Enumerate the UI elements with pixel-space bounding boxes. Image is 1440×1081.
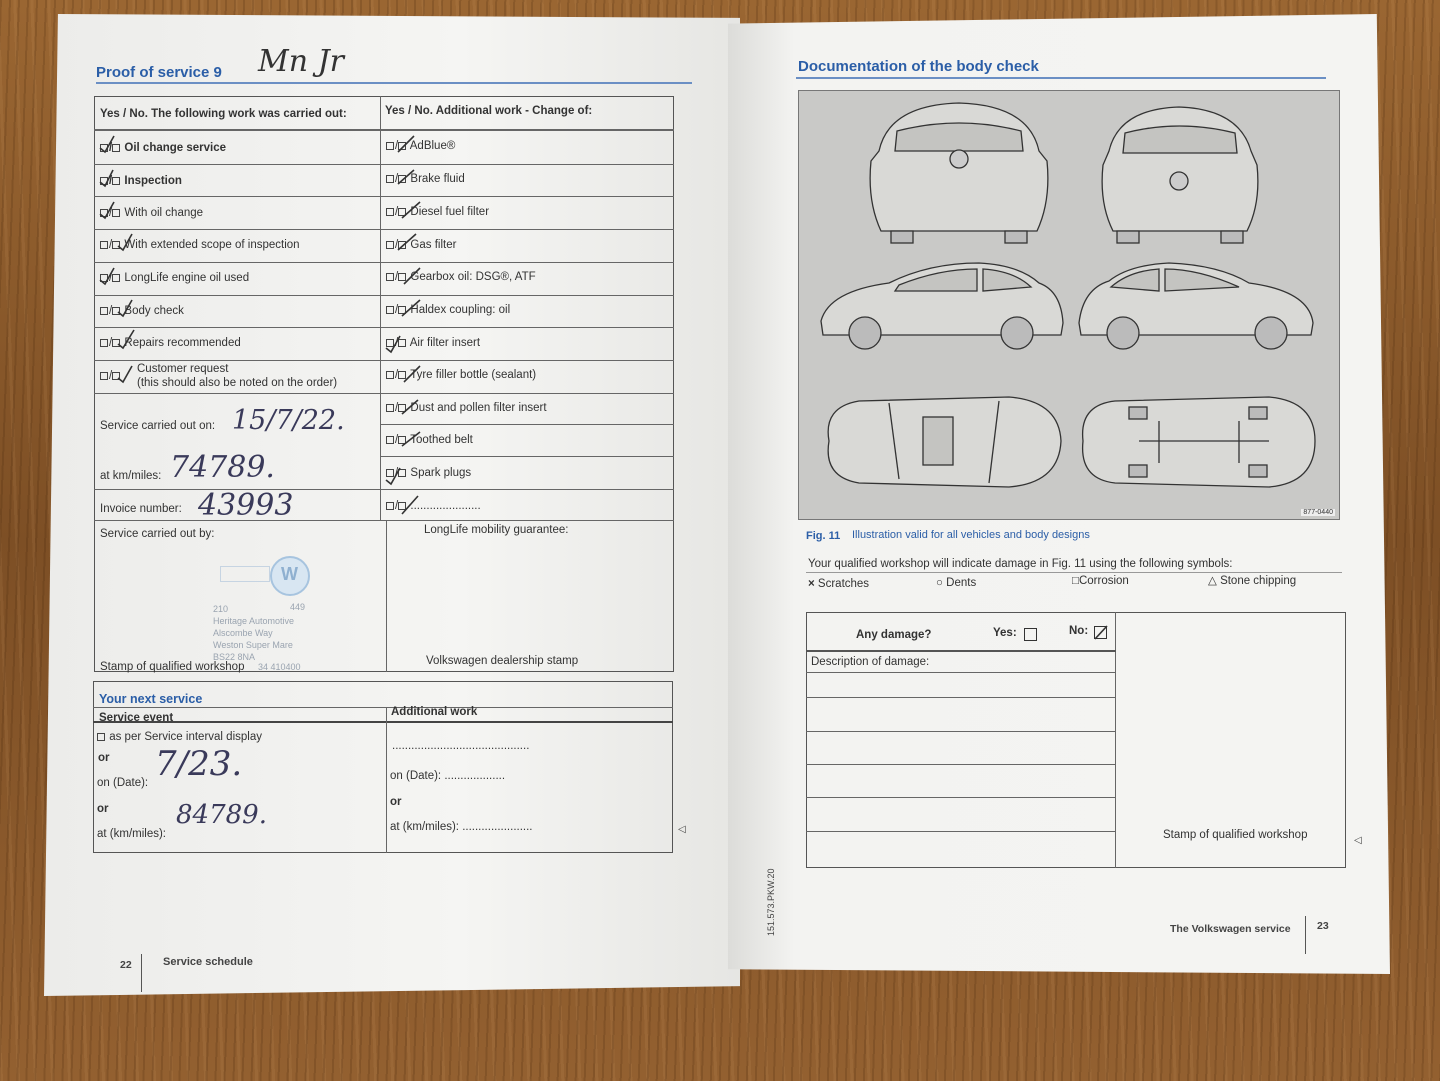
symbol-dents: ○ Dents [936, 577, 977, 589]
description-label: Description of damage: [811, 656, 930, 668]
next-km-label: at (km/miles): [97, 828, 166, 840]
longlife-label: LongLife mobility guarantee: [424, 524, 569, 536]
next-service-title: Your next service [99, 692, 203, 706]
title-rule-right [796, 77, 1326, 79]
customer-request-label: Customer request [137, 363, 229, 375]
item-tyre-filler: / Tyre filler bottle (sealant) [386, 369, 536, 381]
any-damage-label: Any damage? [856, 629, 932, 641]
continue-arrow-icon: ◁ [678, 824, 686, 835]
fig-caption: Illustration valid for all vehicles and body designs [852, 529, 1090, 541]
footer-left: Service schedule [163, 956, 253, 968]
additional-dots: ........................................... [392, 740, 530, 752]
page-number-right: 23 [1317, 920, 1329, 932]
item-brake-fluid: / Brake fluid [386, 173, 465, 185]
handwritten-ticks-left [96, 130, 396, 390]
handwritten-ticks-right [384, 130, 444, 520]
symbol-corrosion: □Corrosion [1072, 575, 1129, 587]
item-other: / ...................... [386, 500, 481, 512]
stamp-line-6: BS22 8NA [213, 652, 256, 662]
next-date-value: 7/23. [155, 744, 243, 784]
item-air-filter: / Air filter insert [386, 337, 480, 349]
footer-right: The Volkswagen service [1170, 923, 1291, 935]
damage-yes-label: Yes: [993, 627, 1017, 639]
carried-by-label: Service carried out by: [100, 528, 215, 540]
item-customer-request: / [100, 370, 121, 382]
km-value: 74789. [170, 450, 275, 485]
item-with-oil-change: / With oil change [100, 207, 203, 219]
item-gas-filter: / Gas filter [386, 239, 456, 251]
item-spark-plugs: / Spark plugs [386, 467, 471, 479]
item-toothed-belt: / Toothed belt [386, 434, 473, 446]
invoice-label: Invoice number: [100, 503, 182, 515]
continue-arrow-icon-right: ◁ [1354, 835, 1362, 846]
title-rule [96, 82, 692, 84]
fig-code: 877-0440 [1303, 509, 1333, 516]
page-number-left: 22 [120, 959, 132, 971]
km-label: at km/miles: [100, 470, 162, 482]
next-km-value: 84789. [176, 800, 267, 830]
additional-or: or [390, 796, 402, 808]
stamp-line-4: Alscombe Way [213, 628, 273, 638]
next-or-1: or [98, 752, 110, 764]
damage-no-checkbox[interactable] [1094, 626, 1107, 639]
item-oil-change-service: / Oil change service [100, 142, 226, 154]
item-body-check: / Body check [100, 305, 184, 317]
item-haldex: / Haldex coupling: oil [386, 304, 510, 316]
dealer-stamp-label: Volkswagen dealership stamp [426, 655, 579, 667]
page-title-left: Proof of service 9 [96, 64, 222, 81]
item-inspection: / Inspection [100, 175, 182, 187]
stamp-line-2: 449 [290, 602, 306, 612]
item-dust-pollen-filter: / Dust and pollen filter insert [386, 402, 547, 414]
item-adblue: / AdBlue® [386, 140, 455, 152]
next-or-2: or [97, 803, 109, 815]
stamp-workshop-label-right: Stamp of qualified workshop [1163, 829, 1308, 841]
service-date-label: Service carried out on: [100, 420, 216, 432]
damage-no-label: No: [1069, 625, 1089, 637]
col1-header: Yes / No. The following work was carried out: [100, 108, 347, 120]
damage-yes-checkbox[interactable] [1024, 628, 1037, 641]
next-date-label: on (Date): [97, 777, 149, 789]
car-diagram [798, 90, 1340, 520]
stamp-workshop-label: Stamp of qualified workshop [100, 661, 245, 673]
customer-request-note: (this should also be noted on the order) [137, 377, 338, 389]
page-title-right: Documentation of the body check [798, 58, 1039, 75]
car-outlines [799, 91, 1341, 521]
item-gearbox-oil: / Gearbox oil: DSG®, ATF [386, 271, 536, 283]
item-longlife-oil: / LongLife engine oil used [100, 272, 249, 284]
item-extended-inspection: / With extended scope of inspection [100, 239, 300, 251]
additional-date: on (Date): ................... [390, 770, 506, 782]
item-repairs-recommended: / Repairs recommended [100, 337, 241, 349]
item-diesel-filter: / Diesel fuel filter [386, 206, 489, 218]
service-date-value: 15/7/22. [232, 405, 345, 436]
check-mark-icon [1093, 624, 1109, 640]
fig-label: Fig. 11 [806, 530, 841, 542]
invoice-value: 43993 [198, 488, 294, 523]
stamp-line-3: Heritage Automotive [213, 616, 295, 626]
vw-logo-icon: W [270, 556, 310, 596]
additional-work-header: Additional work [391, 706, 478, 718]
col2-header: Yes / No. Additional work - Change of: [385, 105, 593, 117]
symbols-intro: Your qualified workshop will indicate damage in Fig. 11 using the following symbols: [808, 558, 1233, 570]
side-code: 151.573.PKW.20 [766, 868, 776, 936]
signature: Mn Jr [258, 44, 344, 79]
stamp-line-7: 34 410400 [258, 662, 301, 672]
symbol-stone-chipping: △ Stone chipping [1208, 575, 1297, 587]
interval-display-option: as per Service interval display [97, 731, 262, 743]
service-event-header: Service event [99, 712, 174, 724]
additional-km: at (km/miles): ...................... [390, 821, 533, 833]
stamp-box [220, 566, 270, 582]
stamp-line-5: Weston Super Mare [213, 640, 293, 650]
symbol-scratches: × Scratches [808, 578, 870, 590]
stamp-line-1: 210 [213, 604, 229, 614]
